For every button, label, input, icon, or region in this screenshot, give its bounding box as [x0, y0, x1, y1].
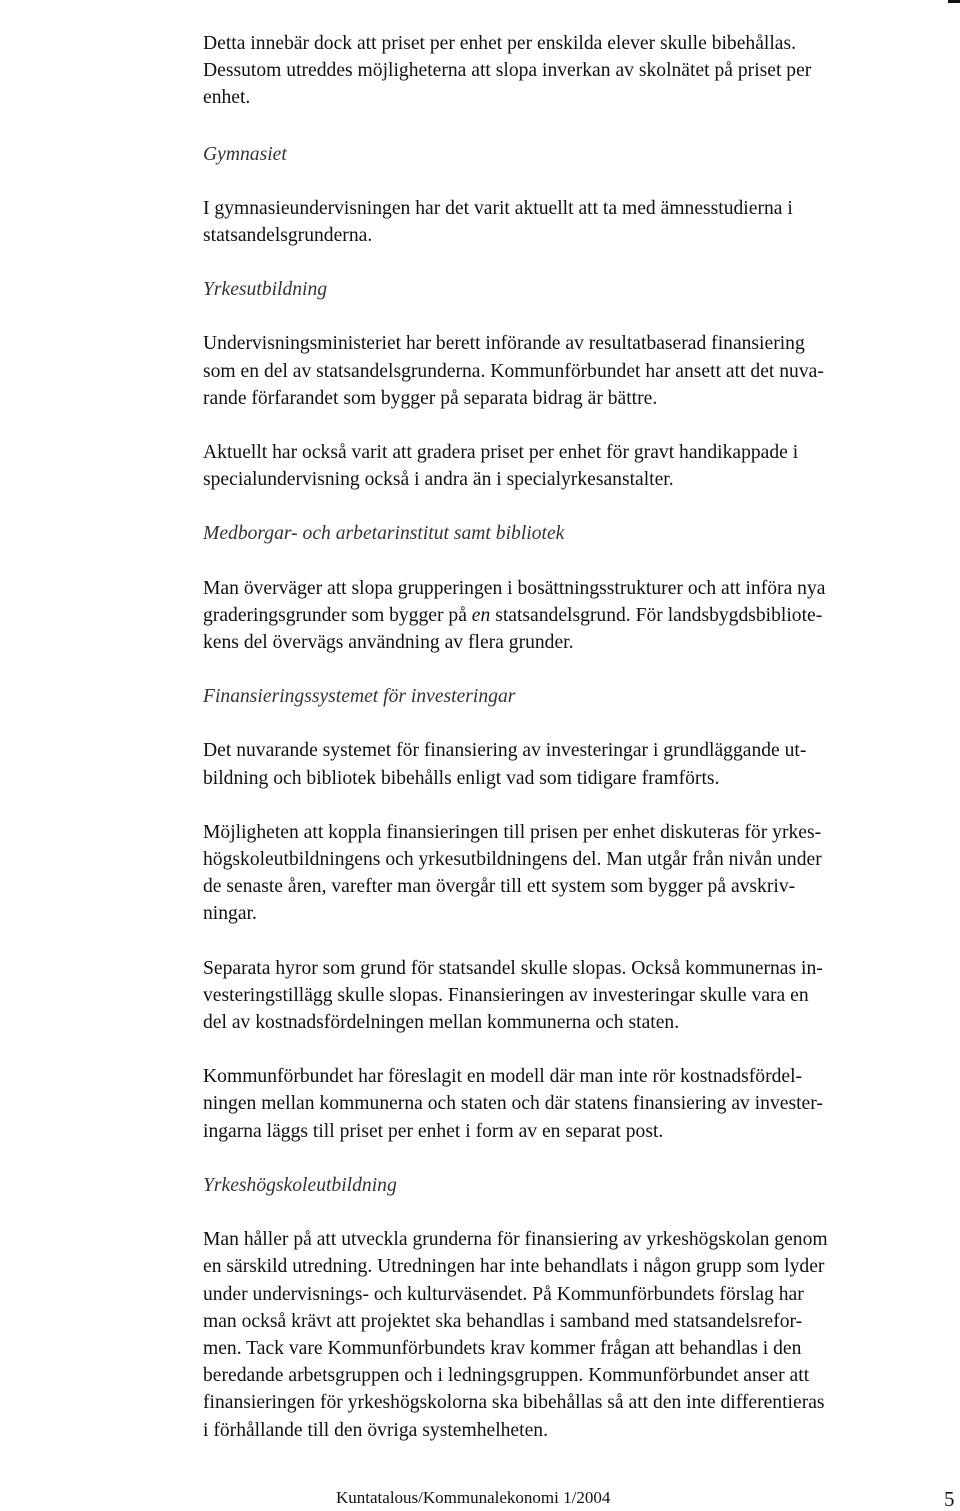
finansiering-paragraph-4 [203, 1063, 960, 1145]
section-heading-yrkeshogskoleutbildning: Yrkeshögskoleutbildning [203, 1174, 397, 1196]
text-line: statsandelsgrunderna. [203, 225, 373, 247]
text-segment: statsandelsgrund. För landsbygdsbibliote- [490, 604, 823, 626]
text-line: rande förfarandet som bygger på separata bidrag är bättre. [203, 387, 658, 409]
text-line: Möjligheten att koppla finansieringen till prisen per enhet diskuteras för yrkes- [203, 821, 822, 843]
text-line: men. Tack vare Kommunförbundets krav kommer frågan att behandlas i den [203, 1337, 802, 1359]
text-line: ningen mellan kommunerna och staten och där statens finansiering av invester- [203, 1093, 823, 1115]
text-line: bildning och bibliotek bibehålls enligt vad som tidigare framförts. [203, 767, 720, 789]
text-line: Aktuellt har också varit att gradera priset per enhet för gravt handikappade i [203, 442, 799, 464]
section-heading-medborgarinstitut: Medborgar- och arbetarinstitut samt bibliotek [203, 523, 565, 545]
top-corner-mark [948, 0, 960, 3]
text-line: beredande arbetsgruppen och i ledningsgruppen. Kommunförbundet anser att [203, 1365, 810, 1387]
finansiering-paragraph-3 [203, 955, 960, 1037]
text-line: man också krävt att projektet ska behandlas i samband med statsandelsrefor- [203, 1310, 803, 1332]
finansiering-paragraph-1 [203, 737, 960, 791]
finansiering-paragraph-2 [203, 819, 960, 928]
text-line: Detta innebär dock att priset per enhet per enskilda elever skulle bibehållas. [203, 33, 797, 54]
text-line: Dessutom utreddes möjligheterna att slopa inverkan av skolnätet på priset per [203, 60, 812, 82]
text-segment: graderingsgrunder som bygger på [203, 604, 472, 626]
yrkeshogskola-paragraph [203, 1226, 960, 1444]
text-line: Separata hyror som grund för statsandel skulle slopas. Också kommunernas in- [203, 957, 823, 979]
emphasized-word: en [471, 604, 491, 626]
text-line: under undervisnings- och kulturväsendet. På Kommunförbundets förslag har [203, 1283, 804, 1305]
intro-paragraph [203, 30, 960, 112]
text-line: högskoleutbildningens och yrkesutbildningens del. Man utgår från nivån under [203, 849, 822, 871]
text-line: de senaste åren, varefter man övergår till ett system som bygger på avskriv- [203, 876, 796, 898]
section-heading-gymnasiet: Gymnasiet [203, 143, 287, 165]
document-body [203, 30, 960, 1444]
text-line: ingarna läggs till priset per enhet i form av en separat post. [203, 1120, 664, 1142]
medborgarinstitut-paragraph [203, 575, 960, 657]
yrkesutbildning-paragraph-1 [203, 330, 960, 412]
text-line: ningar. [203, 903, 257, 925]
gymnasiet-paragraph [203, 195, 960, 249]
text-line: vesteringstillägg skulle slopas. Finansieringen av investeringar skulle vara en [203, 984, 809, 1006]
page-number: 5 [944, 1487, 955, 1511]
text-line: kens del övervägs användning av flera grunder. [203, 632, 574, 654]
text-line [203, 602, 960, 629]
text-line: Man håller på att utveckla grunderna för finansiering av yrkeshögskolan genom [203, 1229, 828, 1251]
text-line: som en del av statsandelsgrunderna. Kommunförbundet har ansett att det nuva- [203, 360, 824, 382]
yrkesutbildning-paragraph-2 [203, 439, 960, 493]
text-line: Det nuvarande systemet för finansiering av investeringar i grundläggande ut- [203, 740, 807, 762]
text-line: Undervisningsministeriet har berett införande av resultatbaserad finansiering [203, 333, 805, 355]
text-line: del av kostnadsfördelningen mellan kommunerna och staten. [203, 1012, 680, 1034]
section-heading-yrkesutbildning: Yrkesutbildning [203, 279, 328, 301]
text-line: en särskild utredning. Utredningen har inte behandlats i någon grupp som lyder [203, 1256, 825, 1278]
section-heading-finansieringssystemet: Finansieringssystemet för investeringar [203, 686, 516, 708]
text-line: finansieringen för yrkeshögskolorna ska bibehållas så att den inte differentieras [203, 1392, 825, 1414]
text-line: specialundervisning också i andra än i specialyrkesanstalter. [203, 469, 674, 491]
footer-publication: Kuntatalous/Kommunalekonomi 1/2004 [336, 1488, 611, 1507]
text-line: Kommunförbundet har föreslagit en modell där man inte rör kostnadsfördel- [203, 1066, 803, 1088]
text-line: enhet. [203, 87, 251, 109]
text-line: Man överväger att slopa grupperingen i bosättningsstrukturer och att införa nya [203, 577, 826, 599]
text-line: I gymnasieundervisningen har det varit aktuellt att ta med ämnesstudierna i [203, 197, 793, 219]
text-line: i förhållande till den övriga systemhelheten. [203, 1419, 548, 1441]
